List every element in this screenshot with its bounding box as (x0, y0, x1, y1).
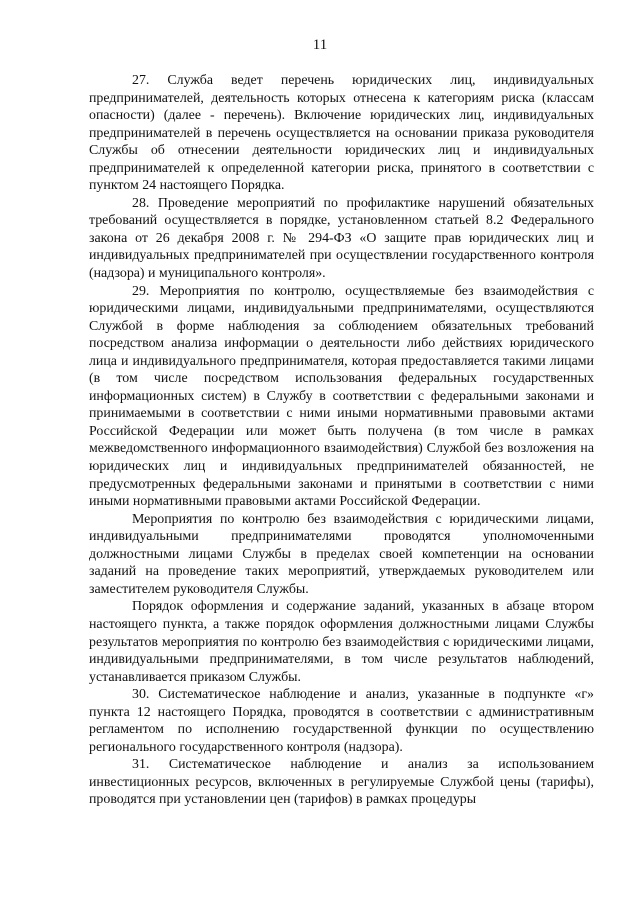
document-body (89, 72, 594, 809)
paragraph-30: 30. Систематическое наблюдение и анализ, указанные в подпункте «г» пункта 12 настоящего Порядка, проводятся в соответствии с административным регламентом по исполнению государственной функции по осуществлению регионального государственного контроля (надзора). (89, 687, 594, 755)
paragraph-27: 27. Служба ведет перечень юридических лиц, индивидуальных предпринимателей, деятельность которых отнесена к категориям риска (классам опасности) (далее - перечень). Включение юридических лиц, индивидуальных предпринимателей в перечень осуществляется на основании приказа руководителя Службы об отнесении деятельности юридических лиц и индивидуальных предпринимателей к определенной категории риска, принятого в соответствии с пунктом 24 настоящего Порядка. (89, 73, 594, 194)
paragraph-29-part-3: Порядок оформления и содержание заданий, указанных в абзаце втором настоящего пункта, а также порядок оформления должностными лицами Службы результатов мероприятия по контролю без взаимодействия с юридическими лицами, индивидуальными предпринимателями, в том числе результатов наблюдений, устанавливается приказом Службы. (89, 599, 594, 685)
paragraph-29: 29. Мероприятия по контролю, осуществляемые без взаимодействия с юридическими лицами, индивидуальными предпринимателями, осуществляются Службой в форме наблюдения за соблюдением обязательных требований посредством анализа информации о деятельности либо действиях юридического лица и индивидуального предпринимателя, которая предоставляется такими лицами (в том числе посредством использования федеральных государственных информационных систем) в Службу в соответствии с федеральными законами и принимаемыми в соответствии с ними иными нормативными правовыми актами Российской Федерации или может быть получена (в том числе в рамках межведомственного информационного взаимодействия) Службой без возложения на юридических лиц и индивидуальных предпринимателей обязанностей, не предусмотренных федеральными законами и принятыми в соответствии с ними иными нормативными правовыми актами Российской Федерации. (89, 283, 594, 510)
paragraph-31: 31. Систематическое наблюдение и анализ за использованием инвестиционных ресурсов, включенных в регулируемые Службой цены (тарифы), проводятся при установлении цен (тарифов) в рамках процедуры (89, 757, 594, 808)
paragraph-29-part-2: Мероприятия по контролю без взаимодействия с юридическими лицами, индивидуальными предпринимателями проводятся уполномоченными должностными лицами Службы в пределах своей компетенции на основании заданий на проведение таких мероприятий, утверждаемых руководителем или заместителем руководителя Службы. (89, 511, 594, 597)
paragraph-28: 28. Проведение мероприятий по профилактике нарушений обязательных требований осуществляется в порядке, установленном статьей 8.2 Федерального закона от 26 декабря 2008 г. № 294-ФЗ «О защите прав юридических лиц и индивидуальных предпринимателей при осуществлении государственного контроля (надзора) и муниципального контроля». (89, 195, 594, 282)
page-number: 11 (312, 37, 328, 53)
